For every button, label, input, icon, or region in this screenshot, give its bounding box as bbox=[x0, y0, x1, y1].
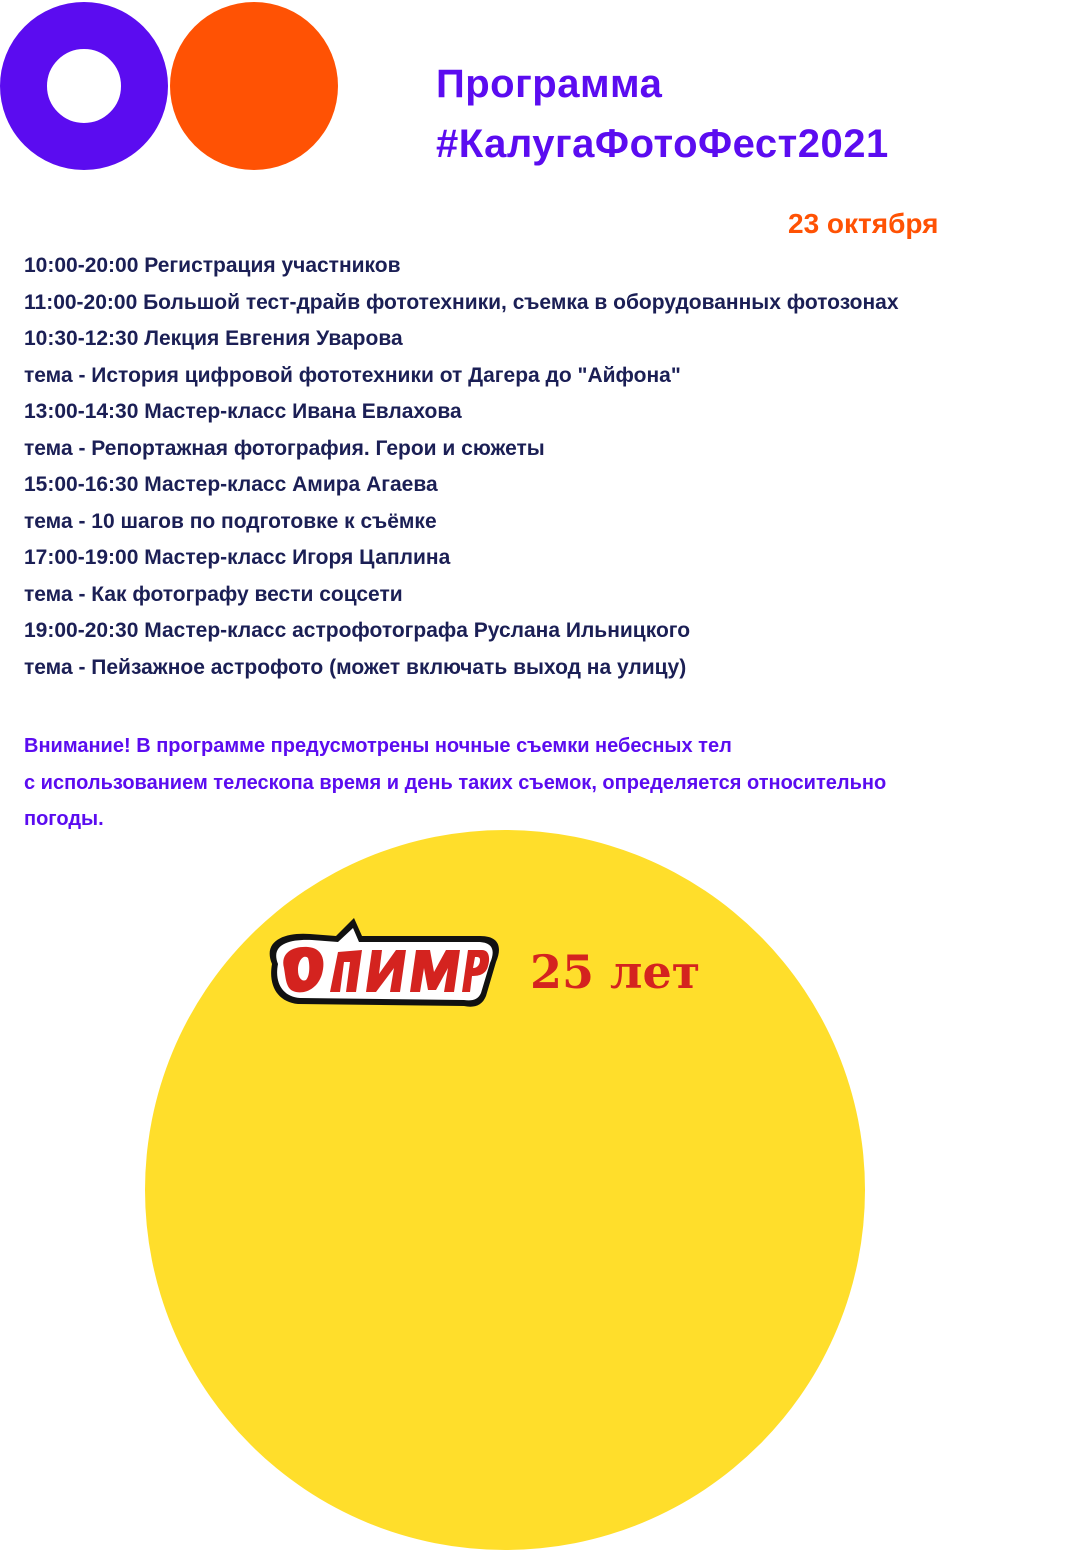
title-line-1: Программа bbox=[436, 62, 663, 106]
event-date: 23 октября bbox=[788, 208, 939, 239]
olimp-logo bbox=[258, 912, 502, 1012]
notice-line: с использованием телескопа время и день таких съемок, определяется относительно bbox=[24, 771, 887, 794]
schedule-item: тема - Репортажная фотография. Герои и сюжеты bbox=[24, 436, 545, 460]
schedule-list bbox=[24, 248, 1064, 686]
schedule-item: 17:00-19:00 Мастер-класс Игоря Цаплина bbox=[24, 546, 451, 569]
schedule-item: 15:00-16:30 Мастер-класс Амира Агаева bbox=[24, 473, 438, 496]
olimp-logo-icon bbox=[258, 912, 502, 1012]
schedule-item: 11:00-20:00 Большой тест-драйв фототехники, съемка в оборудованных фотозонах bbox=[24, 290, 899, 314]
notice-line: погоды. bbox=[24, 808, 104, 830]
purple-ring-decoration bbox=[0, 2, 168, 170]
notice-line: Внимание! В программе предусмотрены ночные съемки небесных тел bbox=[24, 735, 732, 757]
anniversary-label: 25 лет bbox=[530, 945, 701, 999]
schedule-item: 19:00-20:30 Мастер-класс астрофотографа Руслана Ильницкого bbox=[24, 619, 691, 642]
schedule-item: тема - История цифровой фототехники от Дагера до "Айфона" bbox=[24, 363, 681, 387]
orange-circle-decoration bbox=[170, 2, 338, 170]
title-line-2: #КалугаФотоФест2021 bbox=[436, 122, 889, 166]
schedule-item: тема - Пейзажное астрофото (может включать выход на улицу) bbox=[24, 655, 687, 679]
yellow-semicircle-decoration bbox=[145, 830, 865, 1550]
schedule-item: тема - Как фотографу вести соцсети bbox=[24, 582, 403, 606]
page-title bbox=[436, 54, 889, 174]
schedule-item: 13:00-14:30 Мастер-класс Ивана Евлахова bbox=[24, 400, 462, 423]
schedule-item: 10:00-20:00 Регистрация участников bbox=[24, 254, 401, 277]
schedule-item: тема - 10 шагов по подготовке к съёмке bbox=[24, 509, 437, 533]
attention-notice bbox=[24, 728, 1064, 838]
schedule-item: 10:30-12:30 Лекция Евгения Уварова bbox=[24, 327, 403, 350]
